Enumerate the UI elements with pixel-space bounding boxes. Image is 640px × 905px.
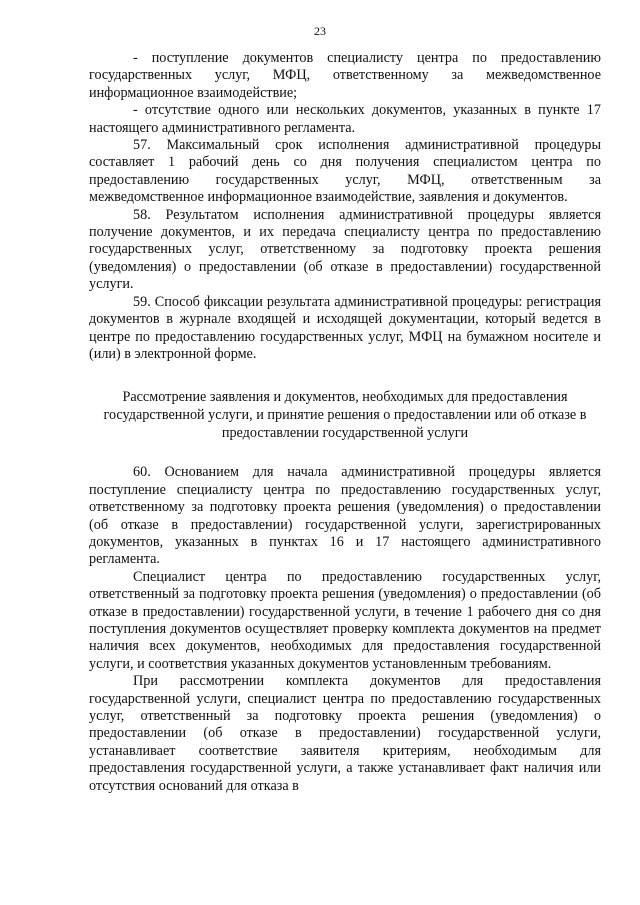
paragraph: 60. Основанием для начала административной процедуры является поступление специалисту центра по предоставлению государственных услуг, ответственному за подготовку проекта решения (уведомления) о предоставлении (об отказе в предоставлении) государственной услуги, зарегистрированных документов, указанных в пунктах 16 и 17 настоящего административного регламента. bbox=[89, 464, 601, 568]
document-body bbox=[89, 50, 601, 795]
section-heading: Рассмотрение заявления и документов, необходимых для предоставления государственной услуги, и принятие решения о предоставлении или об отказе в предоставлении государственной услуги bbox=[103, 389, 587, 442]
page-number: 23 bbox=[314, 24, 326, 38]
paragraph: 57. Максимальный срок исполнения административной процедуры составляет 1 рабочий день со дня получения специалистом центра по предоставлению государственных услуг, МФЦ, ответственным за межведомственное информационное взаимодействие, заявления и документов. bbox=[89, 137, 601, 206]
paragraph: 58. Результатом исполнения административной процедуры является получение документов, и их передача специалисту центра по предоставлению государственных услуг, ответственному за подготовку проекта решения (уведомления) о предоставлении (об отказе в предоставлении) государственной услуги. bbox=[89, 206, 601, 293]
paragraph: - отсутствие одного или нескольких документов, указанных в пункте 17 настоящего административного регламента. bbox=[89, 102, 601, 136]
paragraph: 59. Способ фиксации результата административной процедуры: регистрация документов в журнале входящей и исходящей документации, который ведется в центре по предоставлению государственных услуг, МФЦ на бумажном носителе и (или) в электронной форме. bbox=[89, 293, 601, 362]
paragraph: Специалист центра по предоставлению государственных услуг, ответственный за подготовку проекта решения (уведомления) о предоставлении (об отказе в предоставлении) государственной услуги, в течение 1 рабочего дня со дня поступления документов осуществляет проверку комплекта документов на предмет наличия всех документов, необходимых для предоставления государственной услуги, и соответствия указанных документов установленным требованиям. bbox=[89, 568, 601, 672]
paragraph: - поступление документов специалисту центра по предоставлению государственных услуг, МФЦ, ответственному за межведомственное информационное взаимодействие; bbox=[89, 50, 601, 101]
paragraph: При рассмотрении комплекта документов для предоставления государственной услуги, специалист центра по предоставлению государственных услуг, ответственный за подготовку проекта решения (уведомления) о предоставлении (об отказе в предоставлении) государственной услуги, устанавливает соответствие заявителя критериям, необходимым для предоставления государственной услуги, а также устанавливает факт наличия или отсутствия оснований для отказа в bbox=[89, 673, 601, 794]
